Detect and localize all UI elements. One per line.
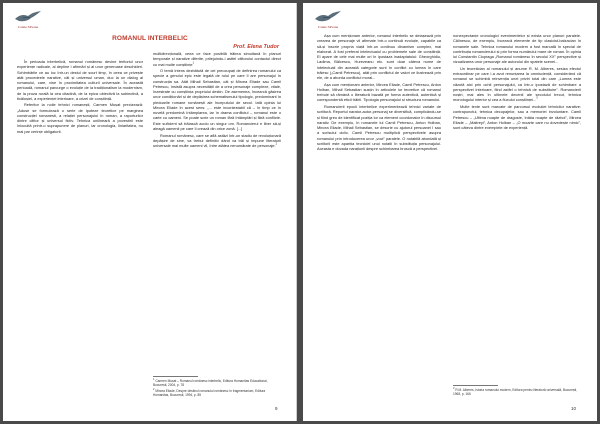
- left-page-footnotes: [153, 376, 281, 399]
- page-number: 10: [571, 406, 577, 411]
- magazine-logo: [313, 9, 343, 31]
- logo-text: Caiete Silvane: [17, 25, 39, 29]
- right-page-column-2: [453, 33, 581, 132]
- page-number: 9: [275, 406, 278, 411]
- footnote-rule: [153, 376, 198, 377]
- right-page-footnotes: [453, 385, 581, 398]
- footnote: $^2$ Mircea Eliade, Despre destinul romanului românesc în fragmentarium, Editura Humanitas, București, 1994, p. 85: [153, 387, 266, 398]
- right-page-column-1: [317, 33, 441, 153]
- paragraph: Așa cum menționam anterior, Mircea Eliade, Camil Petrescu, Anton Holban, Mihail Sebastian susțin în articolele lor teoretice că romanul trebuie să rămână o literatură bazată pe forma autentică, autentică și corespondentă eticii trăirii. Tipologia personajului și structura romanului.: [317, 81, 441, 103]
- paragraph: Un teoretician al romanului și anume R. M. Alberes, sesiza efectul extraordinar pe care l-a avut renunțarea la omnisciență, considerând că romanul se schimbă reinvenția unei priviri total din care „Lumea este văzută aici prin ochii personajului, ca într-o ipostază de schimbare a perspectivei interioare, fiind astfel o tehnică de substituire”. Romancierii noștri, mai ales în ultimele decenii ale secolului trecut, tehnica monologului interior și cea a fluxului conștiinței...$^3$: [453, 65, 581, 103]
- paragraph: Romancierii epocii interbelice experimentează tehnici variate de scriitură. Reportul narator-autor-personaj se diversifică, complicându-se și fiind greu de identificat poziția lor ca element coordonator în discursul narativ. De exemplu, în romanele lui Camil Petrescu, Anton Holban, Mircea Eliade, Mihail Sebastian, se descrie cu ajutorul persoanei I sau a scrisului ciclic. Camil Petrescu multiplică perspectivele asupra romanului prin introducerea unor „voci” paralele. O notabilă abordată și scriitorii este apariția tecniciei unui notatii în substituția personajului. Aceasta e dovada narațiunii despre schimbarea bruscă a perspectivei.: [317, 104, 441, 152]
- left-page-column-1: [17, 59, 143, 135]
- page-right: [303, 3, 597, 421]
- paragraph: Romanul românesc, care se află astăzi într-un stadiu de revoluționară depășire de sine, va trebui definitiv dând va trăi și impune literaturii universale mai multe oameni vii, între atâtea nenumărate de personaje.$^2$: [153, 132, 281, 149]
- paragraph: nonexpectanțe cronologici evenimentelor și exista unor planuri paralele. Călinescu, de exemplu, încearcă elemente de tip clasicist-balzacian în romanele sale. Tehnica romanului modern a fost marcată în special de contribuția romancierului și prin forma numărului mare de roman. În opinia lui Constantin Ciopraga „Romanul românesc în secolul XX” perspective și vizualizarea unor personaje ale autorului din spatele scenei...: [453, 33, 581, 65]
- paragraph: multidirecțională, ceea ce face posibilă trăirea simultană în planuri temporale și narative diferite, prilejuindu-i astfel cititorului contactul direct cu mai multe conștiințe$^1$: [153, 51, 281, 67]
- paragraph: Așa cum menționam anterior, romanul interbelic se detașează prin crearea de personaje vii afirmate într-o continuă evoluție, capabile ca să-și înscrie propria viață într-un continuu dinamism complex, mai elaborat. A fost preferat intelectualul cu problemele sale de conștiință. El apare de cele mai multe ori în ipostaza inadaptatului: Gheorghidiu, Ladima, Bălcescu, Hurezeanu etc. sunt doar câteva nume de intelectuali din această categorie sunt în conflict cu lumea în care trăiesc („Camil Petrescu), atât prin conflictul de valori ce ilustrează prin ele, de a aborda conflictul moral...: [317, 33, 441, 80]
- paragraph: O temă intens dezbătută de cei preocupați de definirea romanului ca specie a genului epic este legată de rolul pe care îl are personajul în construcția sa. Atât Mihail Sebastian, cât și Mircea Eliade sau Camil Petrescu, însistă asupra necesității de a crea personaje complexe, vitale, înzestrate cu conștiința propriului destin. De asemenea, încearcă găsirea unor condiționări și de depășirea schematismului tipologic, predominant în pledoarile romane românești ale începutului de secol. Iată opinia lui Mircea Eliade în acest sens: „... este incontestabil că – în timp ce în nuvelă predomină întâmplarea, iar în drama conflictul – romanul este o carte cu oameni. Se poate scrie un roman fără întâmplări și fără conflicte. Este suficient să trăiască acolo un singur om. Romancierul e liber să-și aleagă oamenii pe care îi crează din orice zonă. [...]: [153, 68, 281, 131]
- footnote-rule: [453, 385, 498, 386]
- magazine-logo: [13, 9, 43, 31]
- logo-text: Caiete Silvane: [317, 25, 339, 29]
- paragraph: Multe texte sunt marcate de parcursul evoluției tehnicilor narative: contrapunctul, tehnica decupajelor, sau a memoriei involuntare. Camil Petrescu – „Ultima noapte de dragoste, întâia noapte de război”, Mircea Eliade – „Maitreyi”, Anton Holban – „O moarte care nu dovedește nimic”, sunt câteva dintre exemplele de experiență.: [453, 104, 581, 131]
- footnote: $^3$ R.M. Alberes, Istoria romanului modern, Editura pentru literatură universală, București, 1968, p. 166: [453, 386, 578, 397]
- paragraph: Referitor la noile tehnici romanești, Carmen Mușat precizează: „Aduse se formulează o serie de ipoteze teoretice pe marginea construcției romanesti, a relației personajului în roman, a raporturilor dintre cititor și universul fictiv. Tehnica unilineară a povestirii este înlocuită printr-o suprapunere de planuri, iar cronologia, liniaritatea, nu mai par cerințe obligatorii.: [17, 102, 143, 134]
- article-title: ROMANUL INTERBELIC: [112, 35, 188, 42]
- paragraph: În perioada interbelică, romanul românesc devine teritoriul unor experiențe radicale, al depline i afirmări și al unor generoase deschideri. Schimbările ce au loc într-un destul de scurt timp, în ceea ce privește atât procedeele narative, cât și universul uman, duc la un dialog al romanului, care, vine în proximitatea culturii universale. În această perioadă, romanul parcurge o evoluție de la tradiționalism la modernism, de la proza rurală la cea citadină, de la epica obiectivă la subiectivă, a ticăloșiei, a experienței interioare, a crizei de conștiință.: [17, 59, 143, 101]
- page-left: [3, 3, 297, 421]
- article-author: Prof. Elena Tudor: [233, 44, 279, 50]
- bird-icon: [13, 9, 43, 25]
- bird-icon: [313, 9, 343, 25]
- footnote: $^1$ Carmen Mușat – Romanul românesc interbelic, Editura Humanitas Educational, București, 2004, p. 78: [153, 377, 268, 388]
- left-page-column-2: [153, 51, 281, 150]
